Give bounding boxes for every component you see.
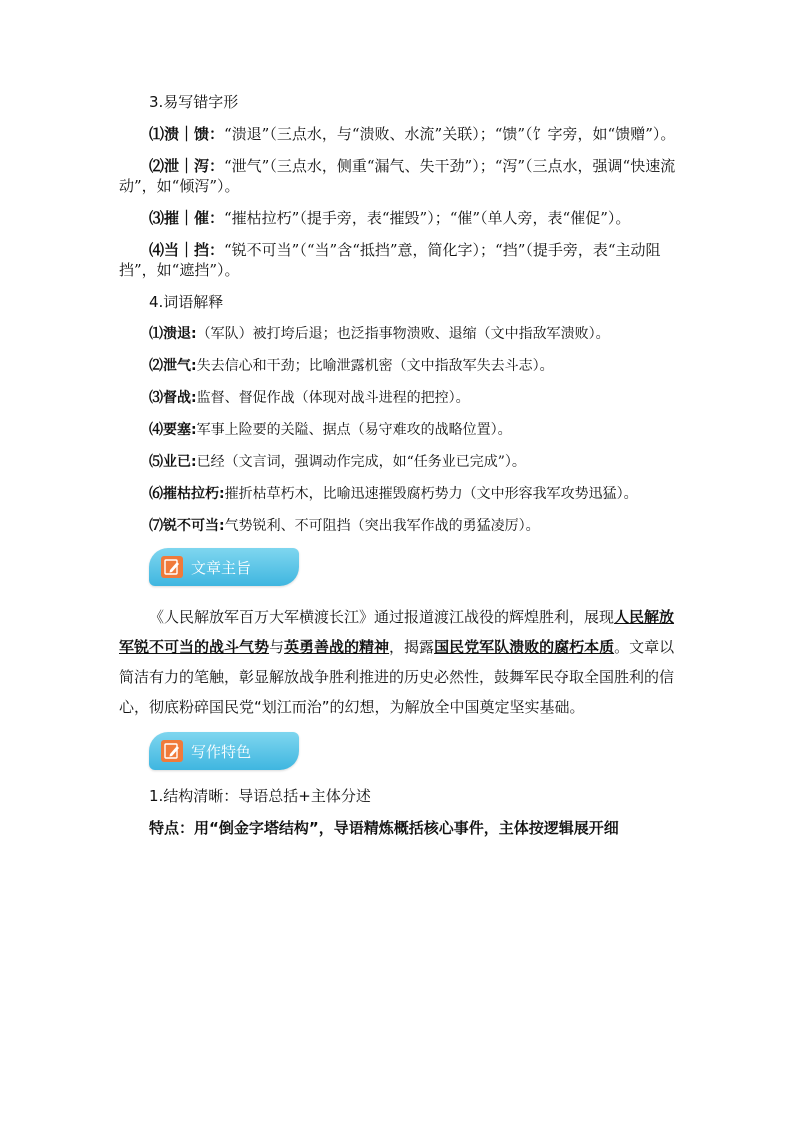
vocab-key: ⑷要塞: bbox=[149, 422, 197, 438]
section-heading-typos: 3.易写错字形 bbox=[149, 93, 239, 111]
vocab-item bbox=[119, 452, 679, 472]
vocab-text: 军事上险要的关隘、据点（易守难攻的战略位置）。 bbox=[196, 422, 512, 438]
typo-text: “摧枯拉朽”（提手旁，表“摧毁”）；“催”（单人旁，表“催促”）。 bbox=[224, 209, 631, 227]
typo-item bbox=[119, 208, 679, 228]
typo-key: ⑵泄｜泻： bbox=[149, 157, 225, 175]
typo-key: ⑴溃｜馈： bbox=[149, 125, 225, 143]
vocab-item bbox=[119, 324, 679, 344]
vocab-text: 摧折枯草朽木，比喻迅速摧毁腐朽势力（文中形容我军攻势迅猛）。 bbox=[224, 486, 638, 502]
vocab-text: 失去信心和干劲；比喻泄露机密（文中指敌军失去斗志）。 bbox=[196, 358, 554, 374]
vocab-item bbox=[119, 420, 679, 440]
theme-highlight: 国民党军队溃败的腐朽本质 bbox=[434, 638, 615, 656]
theme-text: 《人民解放军百万大军横渡长江》通过报道渡江战役的辉煌胜利，展现 bbox=[149, 608, 615, 626]
theme-text: 与 bbox=[269, 638, 285, 656]
typo-text: “溃退”（三点水，与“溃败、水流”关联）；“馈”（饣字旁，如“馈赠”）。 bbox=[224, 125, 676, 143]
vocab-item bbox=[119, 356, 679, 376]
writing-heading: 1.结构清晰：导语总括+主体分述 bbox=[149, 787, 371, 805]
content-column bbox=[119, 92, 679, 850]
vocab-item bbox=[119, 388, 679, 408]
vocab-key: ⑹摧枯拉朽: bbox=[149, 486, 225, 502]
typo-item bbox=[119, 124, 679, 144]
vocab-key: ⑺锐不可当: bbox=[149, 518, 225, 534]
banner-label: 文章主旨 bbox=[191, 559, 252, 577]
typo-text: “泄气”（三点水，侧重“漏气、失干劲”）；“泻”（三点水，强调“快速流动”，如“倾泻”）。 bbox=[119, 157, 676, 195]
pencil-icon bbox=[161, 740, 183, 762]
section-heading-vocab: 4.词语解释 bbox=[149, 293, 224, 311]
vocab-text: 监督、督促作战（体现对战斗进程的把控）。 bbox=[196, 390, 470, 406]
theme-text: 。文章以简洁有力的笔触，彰显解放战争胜利推进的历史必然性，鼓舞军民夺取全国胜利的信心，彻底粉碎国民党“划江而治”的幻想，为解放全中国奠定坚实基础。 bbox=[119, 638, 675, 716]
theme-text: ，揭露 bbox=[389, 638, 435, 656]
theme-highlight: 英勇善战的精神 bbox=[284, 638, 390, 656]
typo-text: “锐不可当”（“当”含“抵挡”意，简化字）；“挡”（提手旁，表“主动阻挡”，如“遮挡”）。 bbox=[119, 241, 661, 279]
section-banner-theme bbox=[149, 548, 299, 586]
banner-label: 写作特色 bbox=[191, 743, 252, 761]
vocab-text: 气势锐利、不可阻挡（突出我军作战的勇猛凌厉）。 bbox=[224, 518, 540, 534]
vocab-item bbox=[119, 516, 679, 536]
writing-feature: 特点：用“倒金字塔结构”，导语精炼概括核心事件，主体按逻辑展开细 bbox=[149, 819, 619, 837]
typo-item bbox=[119, 156, 679, 196]
vocab-key: ⑴溃退: bbox=[149, 326, 197, 342]
vocab-item bbox=[119, 484, 679, 504]
typo-key: ⑷当｜挡： bbox=[149, 241, 225, 259]
vocab-key: ⑸业已: bbox=[149, 454, 197, 470]
section-banner-writing bbox=[149, 732, 299, 770]
typo-key: ⑶摧｜催： bbox=[149, 209, 225, 227]
vocab-key: ⑵泄气: bbox=[149, 358, 197, 374]
pencil-icon bbox=[161, 556, 183, 578]
theme-paragraph bbox=[119, 602, 679, 722]
theme-highlight: 人民解放军锐不可当的战斗气势 bbox=[119, 608, 675, 656]
vocab-key: ⑶督战: bbox=[149, 390, 197, 406]
typo-item bbox=[119, 240, 679, 280]
vocab-text: 已经（文言词，强调动作完成，如“任务业已完成”）。 bbox=[196, 454, 526, 470]
vocab-text: （军队）被打垮后退；也泛指事物溃败、退缩（文中指敌军溃败）。 bbox=[196, 326, 610, 342]
